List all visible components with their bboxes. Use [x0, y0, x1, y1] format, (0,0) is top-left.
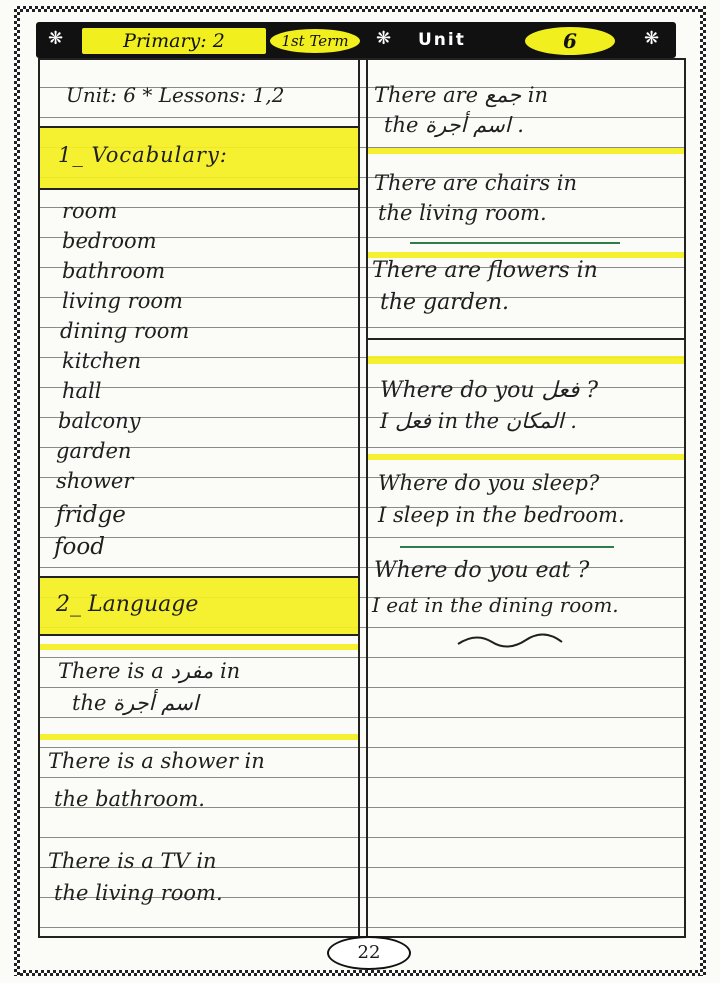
question-pattern: Where do you فعل ? — [380, 378, 599, 403]
checkered-border-bottom — [14, 970, 706, 976]
pattern-there-are: There are جمع in — [374, 83, 548, 107]
green-underline — [400, 546, 614, 548]
example-sentence: There is a shower in — [48, 749, 265, 773]
vocab-item: garden — [56, 439, 132, 463]
vocab-item: fridge — [56, 502, 126, 528]
vocab-item: bathroom — [62, 259, 166, 283]
example-sentence: the living room. — [54, 881, 223, 905]
star-icon: ❋ — [48, 28, 64, 49]
wave-doodle — [456, 630, 566, 650]
example-sentence: the bathroom. — [54, 787, 205, 811]
section-rule — [40, 634, 358, 636]
column-divider — [366, 58, 368, 938]
star-icon: ❋ — [376, 28, 392, 49]
page-number: 22 — [327, 936, 411, 970]
vocab-item: balcony — [58, 409, 141, 433]
answer-sentence: I eat in the dining room. — [372, 593, 619, 617]
pattern-there-is: There is a مفرد in — [58, 659, 241, 683]
pattern-there-is-cont: the اسم أجرة — [72, 691, 199, 715]
grade-label: Primary: 2 — [80, 26, 268, 56]
vocab-item: food — [54, 534, 105, 560]
question-sentence: Where do you eat ? — [374, 558, 590, 583]
example-sentence: There is a TV in — [48, 849, 217, 873]
checkered-border-left — [14, 6, 20, 976]
pattern-there-are-cont: the اسم أجرة . — [384, 113, 524, 137]
star-icon: ❋ — [644, 28, 660, 49]
header-bar — [36, 22, 676, 58]
unit-number: 6 — [523, 25, 617, 57]
vocab-item: kitchen — [62, 349, 142, 373]
section-rule — [368, 338, 684, 340]
example-sentence: the garden. — [380, 290, 510, 315]
section-rule — [40, 188, 358, 190]
checkered-border-right — [700, 6, 706, 976]
vocab-item: bedroom — [62, 229, 157, 253]
vocab-item: shower — [56, 469, 134, 493]
language-heading: 2_ Language — [56, 592, 199, 617]
lesson-line: Unit: 6 * Lessons: 1,2 — [66, 83, 285, 107]
example-sentence: There are flowers in — [372, 258, 598, 283]
question-sentence: Where do you sleep? — [378, 471, 600, 495]
answer-pattern: I فعل in the المكان . — [380, 409, 577, 433]
example-sentence: the living room. — [378, 201, 547, 225]
answer-sentence: I sleep in the bedroom. — [378, 503, 625, 527]
term-label: 1st Term — [268, 27, 362, 55]
vocab-item: dining room — [60, 319, 190, 343]
example-sentence: There are chairs in — [374, 171, 578, 195]
section-rule — [40, 576, 358, 578]
checkered-border-top — [14, 6, 706, 12]
vocab-item: room — [62, 199, 118, 223]
green-underline — [410, 242, 620, 244]
vocab-item: living room — [62, 289, 183, 313]
section-rule — [40, 126, 358, 128]
unit-label: Unit — [418, 30, 466, 50]
vocab-heading: 1_ Vocabulary: — [58, 143, 228, 167]
column-divider — [358, 58, 360, 938]
vocab-item: hall — [62, 379, 102, 403]
